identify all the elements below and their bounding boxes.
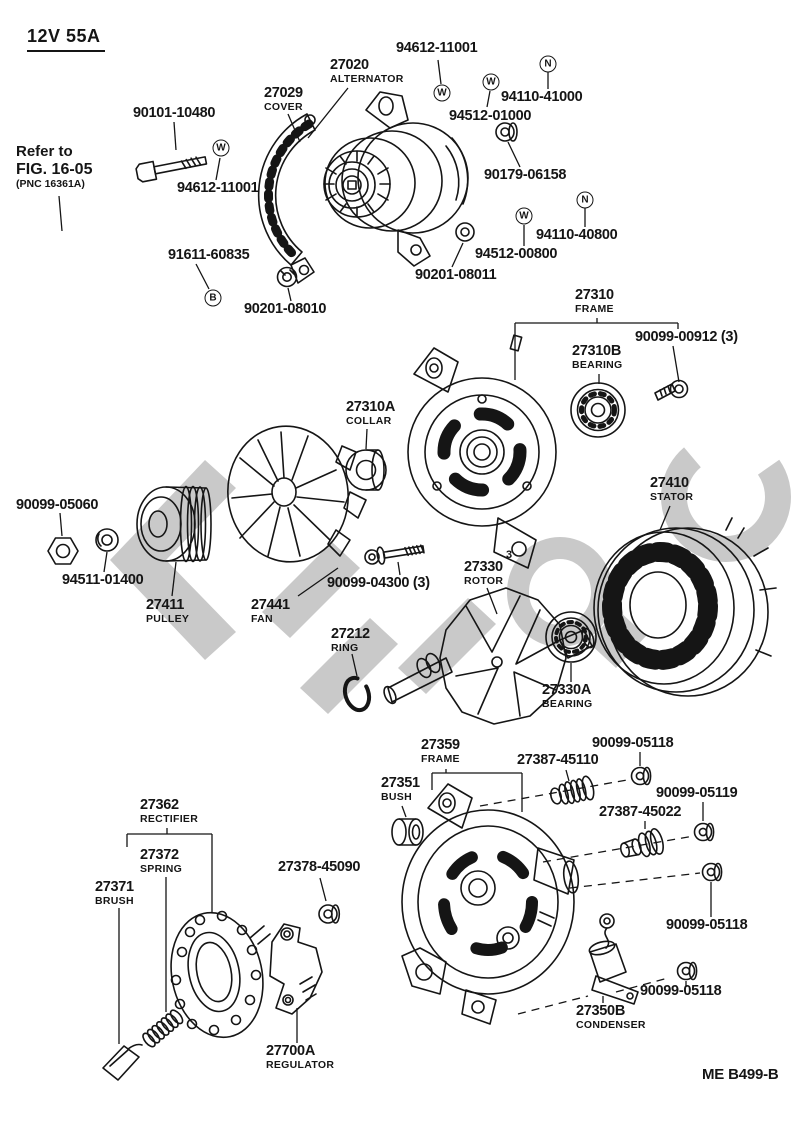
- part-label: [177, 181, 258, 196]
- part-name: COVER: [264, 100, 303, 113]
- part-label: [592, 736, 673, 751]
- part-label: [542, 683, 593, 709]
- fan-drawing: [219, 418, 366, 569]
- footer-code: ME B499-B: [702, 1066, 779, 1083]
- fastener-symbol-n: N: [540, 56, 557, 73]
- part-number: 27441: [251, 597, 290, 613]
- part-number: 27371: [95, 879, 134, 895]
- part-number: 27372: [140, 847, 179, 863]
- part-name: CONDENSER: [576, 1018, 646, 1031]
- part-number: 90099-05118: [666, 917, 748, 933]
- part-name: SPRING: [140, 862, 183, 875]
- grommet-90179-drawing: [496, 123, 517, 141]
- reference-note-line1: Refer to: [16, 143, 73, 160]
- bolt-90101-drawing: [135, 152, 207, 183]
- regulator-drawing: [270, 924, 322, 1014]
- part-label: [146, 598, 189, 624]
- part-label: [536, 228, 617, 243]
- page-title: 12V 55A: [27, 26, 105, 52]
- part-number: 27310: [575, 287, 614, 303]
- part-label: [264, 86, 303, 112]
- washer-90201-08010-drawing: [278, 268, 297, 287]
- condenser-drawing: [588, 914, 638, 1004]
- part-name: BEARING: [542, 697, 593, 710]
- part-name: PULLEY: [146, 612, 190, 625]
- diagram-mark: 3: [506, 549, 513, 561]
- part-number: 27378-45090: [278, 859, 361, 875]
- bolt-04300-drawing: [364, 540, 425, 566]
- reference-note-line2: FIG. 16-05: [16, 160, 93, 178]
- part-number: 27020: [330, 57, 369, 73]
- part-number: 90101-10480: [133, 105, 216, 121]
- part-label: [421, 738, 460, 764]
- part-number: 94511-01400: [62, 572, 144, 588]
- part-label: [95, 880, 134, 906]
- cover-drawing: [259, 114, 315, 283]
- part-label: [168, 248, 249, 263]
- part-number: 27330: [464, 559, 503, 575]
- part-number: 27310B: [572, 343, 621, 359]
- part-number: 27212: [331, 626, 370, 642]
- pulley-nut-drawing: [48, 538, 78, 564]
- fastener-symbol-b: B: [205, 290, 222, 307]
- part-number: 90099-04300 (3): [327, 575, 430, 591]
- part-name: FRAME: [421, 752, 460, 765]
- part-label: [575, 288, 614, 314]
- part-number: 90099-05118: [592, 735, 674, 751]
- part-label: [475, 247, 557, 262]
- part-number: 27351: [381, 775, 420, 791]
- brush-drawing: [103, 1045, 142, 1081]
- part-label: [501, 90, 582, 105]
- part-label: [62, 573, 143, 588]
- part-label: [330, 58, 404, 84]
- part-label: [346, 400, 395, 426]
- part-name: REGULATOR: [266, 1058, 335, 1071]
- belt-drawing: [21, 211, 151, 445]
- front-frame-drawing: [408, 335, 556, 568]
- part-label: [656, 786, 737, 801]
- grommet-drawing: [695, 824, 714, 841]
- part-label: [572, 344, 623, 370]
- washer-90201-08011-drawing: [456, 223, 474, 241]
- part-number: 90099-00912 (3): [635, 329, 738, 345]
- part-number: 91611-60835: [168, 247, 250, 263]
- part-label: [517, 753, 598, 768]
- part-number: 27310A: [346, 399, 395, 415]
- part-number: 27330A: [542, 682, 591, 698]
- part-number: 90201-08011: [415, 267, 497, 283]
- bush-drawing: [392, 819, 423, 845]
- part-label: [576, 1004, 646, 1030]
- part-label: [464, 560, 503, 586]
- part-label: [484, 168, 566, 183]
- grommet-drawing: [632, 768, 651, 785]
- part-label: [381, 776, 420, 802]
- front-bearing-drawing: [571, 383, 625, 437]
- part-name: RECTIFIER: [140, 812, 199, 825]
- part-name: COLLAR: [346, 414, 392, 427]
- part-label: [650, 476, 693, 502]
- fastener-symbol-n: N: [577, 192, 594, 209]
- collar-drawing: [346, 450, 386, 490]
- part-label: [133, 106, 215, 121]
- part-number: 27350B: [576, 1003, 625, 1019]
- part-name: FRAME: [575, 302, 614, 315]
- part-label: [140, 798, 198, 824]
- part-number: 90179-06158: [484, 167, 567, 183]
- part-label: [599, 805, 681, 820]
- part-label: [396, 41, 477, 56]
- fastener-symbol-w: W: [483, 74, 500, 91]
- part-label: [266, 1044, 334, 1070]
- part-name: ALTERNATOR: [330, 72, 404, 85]
- part-label: [331, 627, 370, 653]
- part-number: 27362: [140, 797, 179, 813]
- part-number: 94612-11001: [177, 180, 259, 196]
- part-number: 90201-08010: [244, 301, 327, 317]
- part-label: [327, 576, 430, 591]
- part-name: RING: [331, 641, 359, 654]
- part-number: 90099-05118: [640, 983, 722, 999]
- spring-drawing: [141, 1008, 185, 1049]
- part-label: [449, 109, 531, 124]
- part-label: [415, 268, 496, 283]
- part-number: 90099-05060: [16, 497, 99, 513]
- fastener-symbol-w: W: [213, 140, 230, 157]
- rear-frame-drawing: [402, 784, 580, 1024]
- part-number: 94110-41000: [501, 89, 583, 105]
- reference-note-line3: (PNC 16361A): [16, 177, 85, 190]
- part-name: BUSH: [381, 790, 412, 803]
- part-label: [16, 498, 98, 513]
- part-number: 27700A: [266, 1043, 315, 1059]
- part-name: ROTOR: [464, 574, 504, 587]
- part-name: BRUSH: [95, 894, 134, 907]
- part-name: STATOR: [650, 490, 694, 503]
- part-number: 27411: [146, 597, 185, 613]
- part-number: 27359: [421, 737, 460, 753]
- fastener-symbol-w: W: [516, 208, 533, 225]
- part-number: 27029: [264, 85, 303, 101]
- part-number: 27410: [650, 475, 689, 491]
- part-number: 94110-40800: [536, 227, 618, 243]
- part-number: 27387-45022: [599, 804, 682, 820]
- part-label: [278, 860, 360, 875]
- part-number: 27387-45110: [517, 752, 599, 768]
- part-number: 94512-01000: [449, 108, 532, 124]
- grommet-45090-drawing: [319, 905, 339, 923]
- part-number: 90099-05119: [656, 785, 738, 801]
- part-label: [140, 848, 182, 874]
- part-number: 94612-11001: [396, 40, 478, 56]
- part-number: 94512-00800: [475, 246, 558, 262]
- grommet-drawing: [703, 864, 722, 881]
- screw-00912-drawing: [655, 381, 688, 401]
- part-name: BEARING: [572, 358, 623, 371]
- grommet-drawing: [678, 963, 697, 980]
- alternator-drawing: [324, 92, 468, 266]
- part-label: [666, 918, 747, 933]
- part-label: [640, 984, 721, 999]
- rectifier-drawing: [160, 904, 274, 1046]
- part-label: [635, 330, 738, 345]
- part-label: [251, 598, 290, 624]
- part-label: [244, 302, 326, 317]
- pulley-washer-drawing: [96, 529, 118, 551]
- fastener-symbol-w: W: [434, 85, 451, 102]
- part-name: FAN: [251, 612, 273, 625]
